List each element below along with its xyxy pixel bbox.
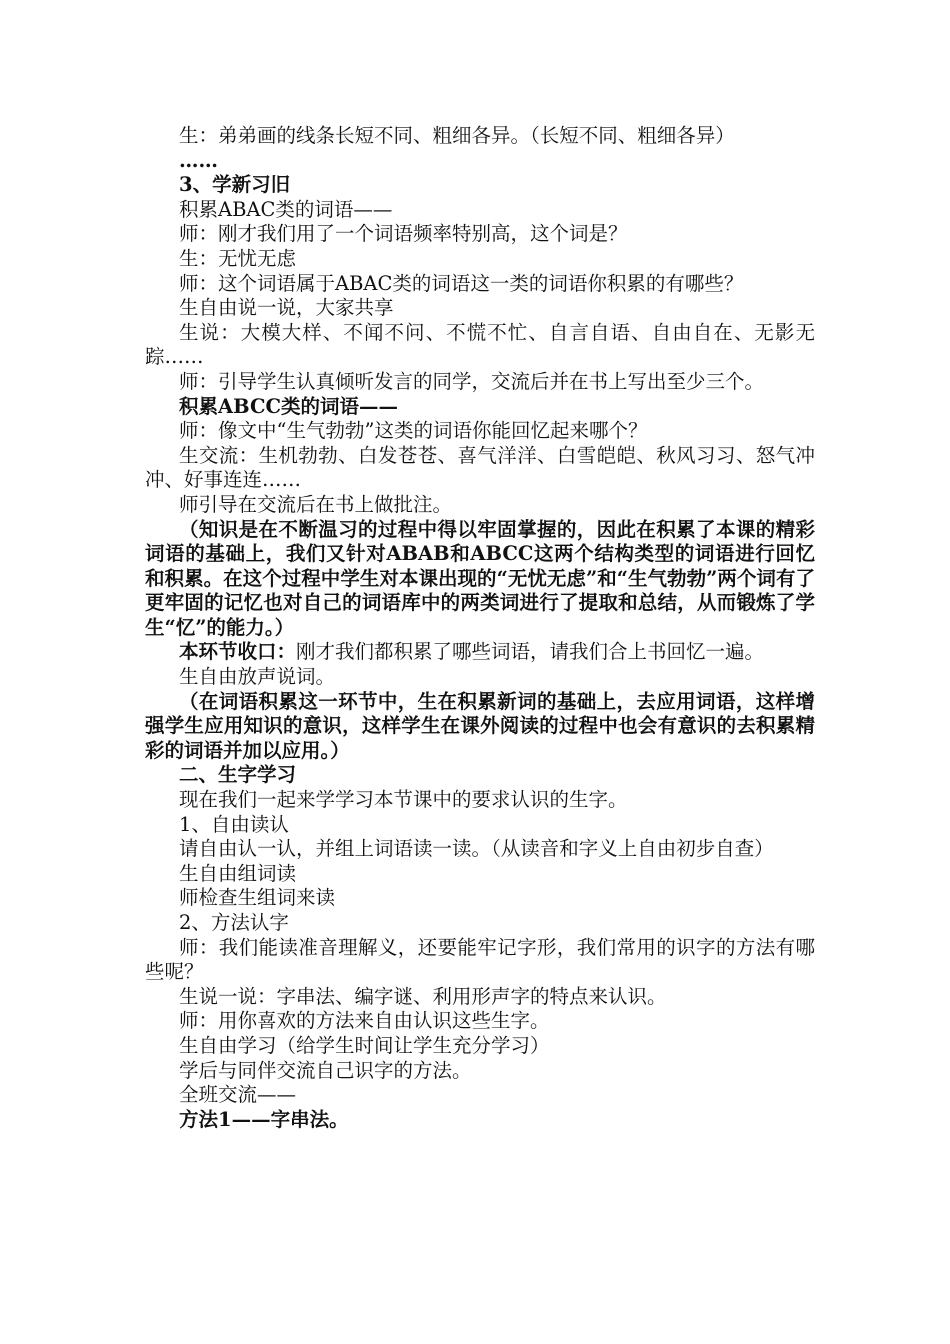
summary-lead: 本环节收口： — [179, 640, 297, 664]
commentary-paragraph: （在词语积累这一环节中，生在积累新词的基础上，去应用词语，这样增强学生应用知识的意识，这样学生在课外阅读的过程中也会有意识的去积累精彩的词语并加以应用。） — [145, 689, 815, 762]
paragraph: 师：像文中“生气勃勃”这类的词语你能回忆起来哪个？ — [179, 419, 648, 443]
commentary-paragraph: （知识是在不断温习的过程中得以牢固掌握的，因此在积累了本课的精彩词语的基础上，我们又针对ABAB和ABCC这两个结构类型的词语进行回忆和积累。在这个过程中学生对本课出现的“无忧无虑”和“生气勃勃”两个词有了更牢固的记忆也对自己的词语库中的两类词进行了提取和总结，从而锻炼了学生“忆”的能力。） — [145, 517, 815, 639]
paragraph: 生：无忧无虑 — [179, 246, 297, 270]
section-heading: 二、生字学习 — [179, 763, 297, 787]
section-heading: 方法1——字串法。 — [179, 1107, 349, 1131]
paragraph: 全班交流—— — [179, 1083, 297, 1107]
paragraph: 师：这个词语属于ABAC类的词语这一类的词语你积累的有哪些？ — [179, 271, 744, 295]
paragraph: 师：引导学生认真倾听发言的同学，交流后并在书上写出至少三个。 — [179, 369, 765, 393]
paragraph: 师：我们能读准音理解义，还要能牢记字形，我们常用的识字的方法有哪些呢？ — [145, 935, 815, 984]
paragraph: …… — [179, 148, 218, 172]
paragraph: 生：弟弟画的线条长短不同、粗细各异。（长短不同、粗细各异） — [179, 124, 735, 147]
paragraph: 生自由说一说，大家共享 — [179, 296, 394, 320]
paragraph: 生自由学习（给学生时间让学生充分学习） — [179, 1033, 550, 1057]
paragraph: 师：刚才我们用了一个词语频率特别高，这个词是？ — [179, 222, 628, 246]
paragraph: 师引导在交流后在书上做批注。 — [179, 492, 453, 516]
paragraph: 师检查生组词来读 — [179, 886, 336, 910]
summary-text: 刚才我们都积累了哪些词语，请我们合上书回忆一遍。 — [296, 640, 765, 664]
paragraph: 1、自由读认 — [179, 812, 289, 836]
paragraph: 生说一说：字串法、编字谜、利用形声字的特点来认识。 — [179, 984, 667, 1008]
document-body — [145, 124, 815, 1132]
paragraph: 积累ABAC类的词语—— — [179, 197, 393, 221]
paragraph: 生自由组词读 — [179, 861, 297, 885]
paragraph-summary — [145, 640, 815, 665]
paragraph: 生说：大模大样、不闻不问、不慌不忙、自言自语、自由自在、无影无踪…… — [145, 320, 815, 369]
paragraph: 学后与同伴交流自己识字的方法。 — [179, 1058, 472, 1082]
paragraph: 师：用你喜欢的方法来自由认识这些生字。 — [179, 1009, 550, 1033]
paragraph: 请自由认一认，并组上词语读一读。（从读音和字义上自由初步自查） — [179, 837, 774, 861]
paragraph: 生交流：生机勃勃、白发苍苍、喜气洋洋、白雪皑皑、秋风习习、怒气冲冲、好事连连…… — [145, 443, 815, 492]
paragraph: 现在我们一起来学学习本节课中的要求认识的生字。 — [179, 788, 628, 812]
paragraph: 2、方法认字 — [179, 911, 289, 934]
section-heading: 3、学新习旧 — [179, 173, 291, 197]
section-heading: 积累ABCC类的词语—— — [179, 394, 399, 418]
paragraph: 生自由放声说词。 — [179, 665, 336, 689]
